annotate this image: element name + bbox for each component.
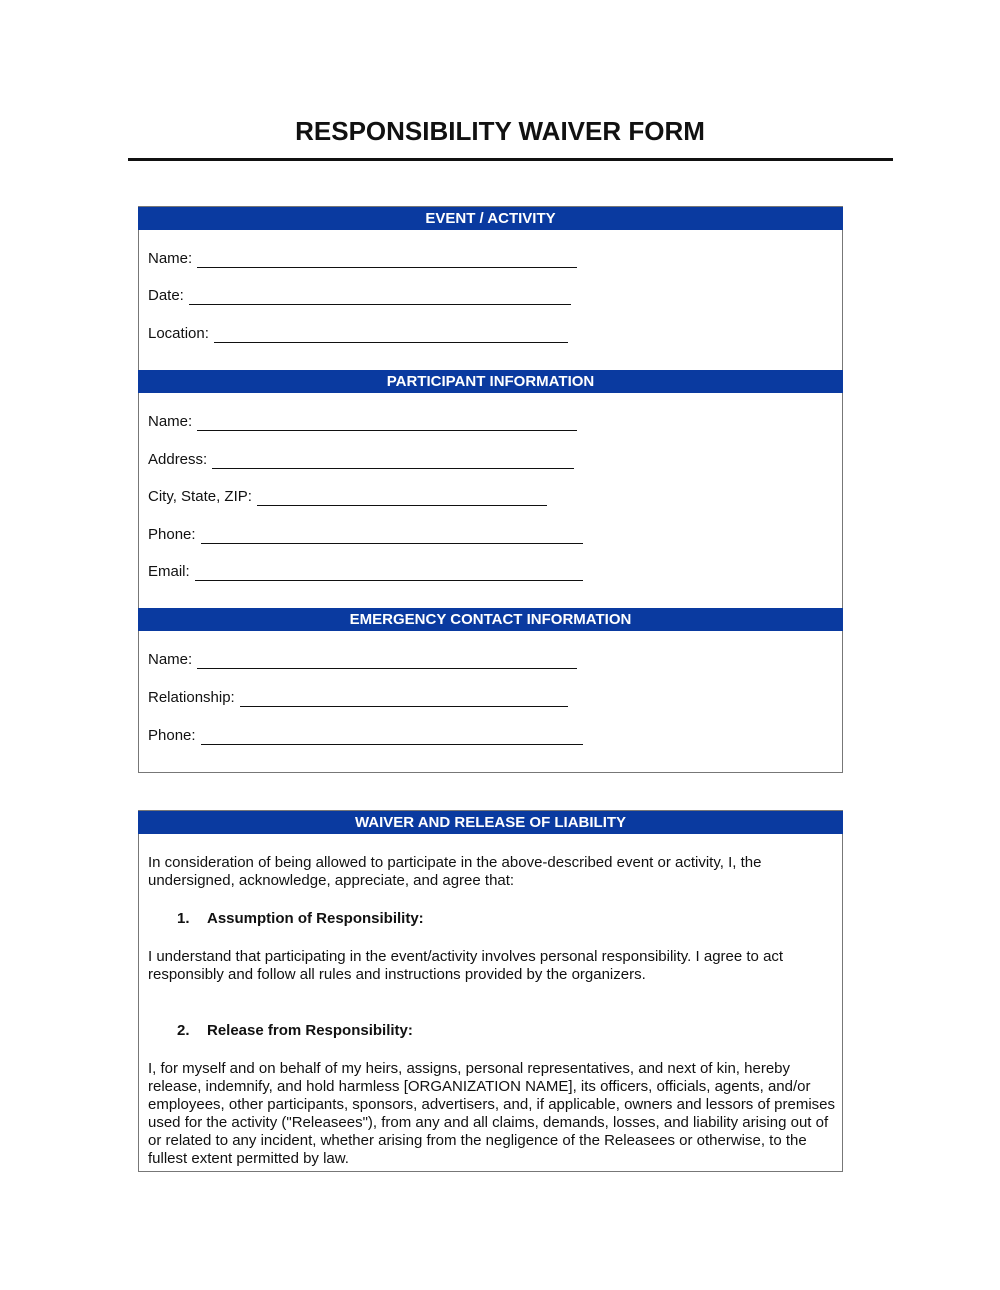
field-label: Phone: [148,727,196,744]
event-name-field[interactable] [148,250,577,268]
waiver-item-1-text: I understand that participating in the event/activity involves personal responsibility. I agree to act responsibly and follow all rules and instructions provided by the organizers. [148,948,784,983]
participant-email-field[interactable] [148,563,583,581]
event-date-field[interactable] [148,287,571,305]
emergency-phone-blank[interactable] [201,730,583,745]
emergency-name-blank[interactable] [197,654,577,669]
participant-name-field[interactable] [148,413,577,431]
emergency-relationship-field[interactable] [148,689,568,707]
field-label: Name: [148,250,193,267]
participant-city-state-zip-blank[interactable] [257,491,547,506]
field-label: Name: [148,413,193,430]
emergency-phone-field[interactable] [148,727,583,745]
event-location-blank[interactable] [214,328,568,343]
waiver-item-2-heading [177,1022,413,1040]
waiver-item-1-heading [177,910,424,928]
title-divider [128,158,893,161]
participant-phone-field[interactable] [148,526,583,544]
event-location-field[interactable] [148,325,568,343]
field-label: Relationship: [148,689,235,706]
info-box [138,206,843,773]
participant-name-blank[interactable] [197,416,577,431]
waiver-intro: In consideration of being allowed to participate in the above-described event or activity, I, the undersigned, acknowledge, appreciate, and agree that: [148,854,762,889]
event-name-blank[interactable] [197,253,577,268]
field-label: Phone: [148,526,196,543]
emergency-name-field[interactable] [148,651,577,669]
event-date-blank[interactable] [189,290,571,305]
item-title: Assumption of Responsibility: [207,910,424,927]
section-heading-emergency: EMERGENCY CONTACT INFORMATION [138,608,843,631]
field-label: Location: [148,325,209,342]
section-heading-event: EVENT / ACTIVITY [138,207,843,230]
participant-address-field[interactable] [148,451,574,469]
item-title: Release from Responsibility: [207,1022,413,1039]
field-label: Address: [148,451,208,468]
participant-email-blank[interactable] [195,566,583,581]
section-heading-participant: PARTICIPANT INFORMATION [138,370,843,393]
field-label: Date: [148,287,184,304]
participant-city-state-zip-field[interactable] [148,488,547,506]
participant-address-blank[interactable] [212,454,574,469]
emergency-relationship-blank[interactable] [240,692,568,707]
waiver-item-2-text: I, for myself and on behalf of my heirs, assigns, personal representatives, and next of kin, hereby release, indemnify, and hold harmless [ORGANIZATION NAME], its officers, officials, agents, and/or employees, other participants, sponsors, advertisers, and, if applicable, owners and lessors of premises used for the activity ("Releasees"), from any and all claims, demands, losses, and liability arising out of or related to any incident, whether arising from the negligence of the Releasees or otherwise, to the fullest extent permitted by law. [148,1060,836,1167]
section-heading-waiver: WAIVER AND RELEASE OF LIABILITY [138,811,843,834]
participant-phone-blank[interactable] [201,529,583,544]
field-label: Name: [148,651,193,668]
field-label: City, State, ZIP: [148,488,252,505]
page-title: RESPONSIBILITY WAIVER FORM [295,116,705,146]
waiver-box [138,810,843,1172]
item-number: 1. [177,910,190,927]
field-label: Email: [148,563,190,580]
item-number: 2. [177,1022,190,1039]
